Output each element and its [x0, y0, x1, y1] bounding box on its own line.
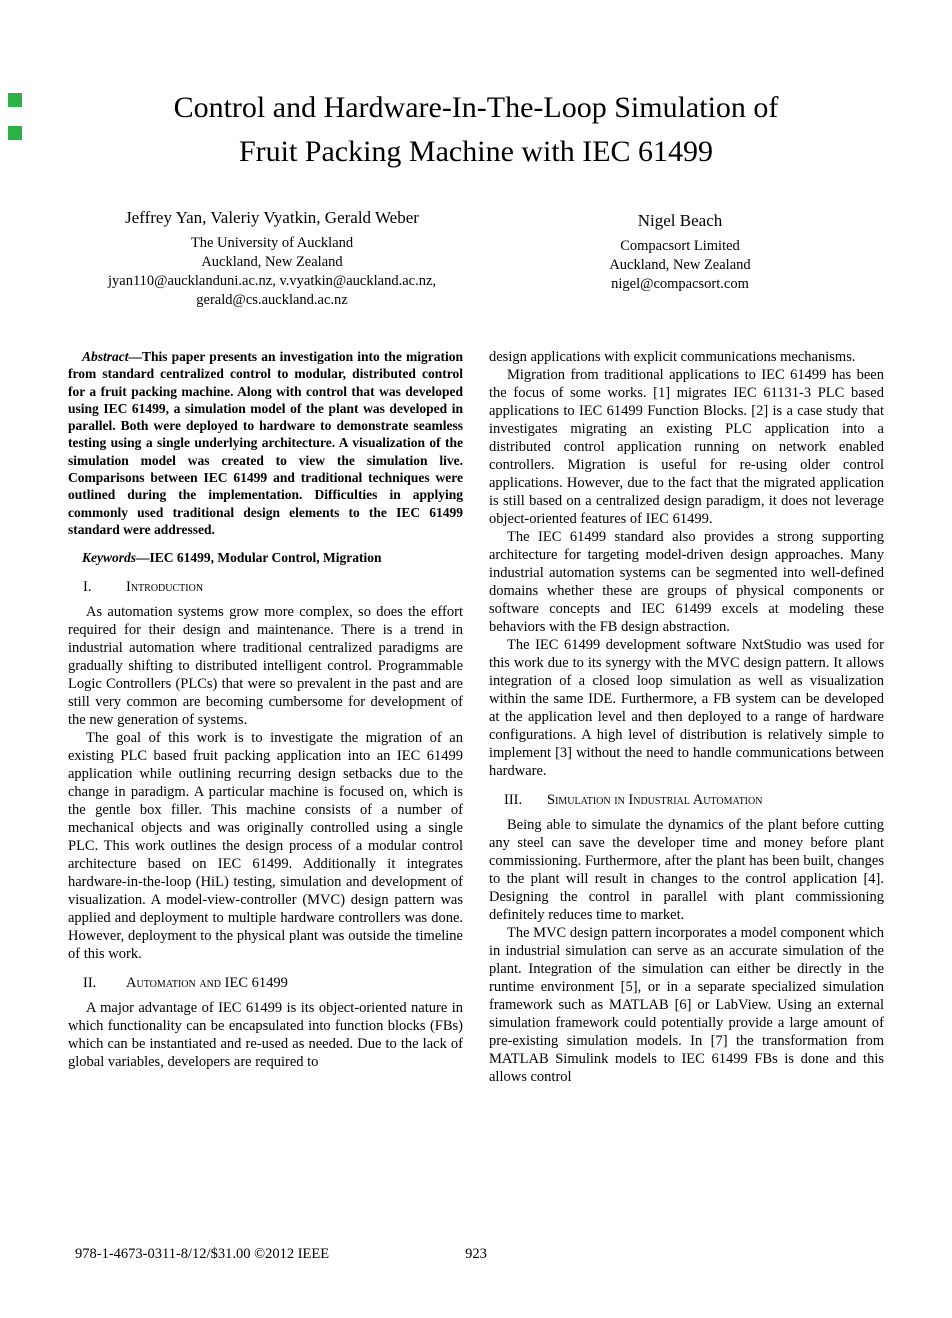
author-affiliation: Compacsort Limited [620, 238, 740, 254]
paragraph-automation-1: A major advantage of IEC 61499 is its object-oriented nature in which functionality can be encapsulated into function blocks (FBs) which can be instantiated and re-used as needed. Due to the lack of global variables, developers are required to [68, 999, 463, 1070]
author-location: Auckland, New Zealand [609, 257, 751, 273]
section-title: Simulation in Industrial Automation [547, 792, 763, 808]
keywords-label: Keywords— [82, 550, 150, 566]
author-location: Auckland, New Zealand [201, 254, 343, 270]
paper-title-line2: Fruit Packing Machine with IEC 61499 [238, 135, 714, 168]
section-heading-simulation [489, 791, 884, 809]
author-block-right [476, 211, 884, 310]
author-email: jyan110@aucklanduni.ac.nz, v.vyatkin@auckland.ac.nz, [108, 273, 436, 289]
paper-title-line1: Control and Hardware-In-The-Loop Simulation of [173, 91, 779, 124]
author-email: nigel@compacsort.com [611, 276, 749, 292]
paragraph-automation-3: The IEC 61499 standard also provides a strong supporting architecture for targeting model-driven design approaches. Many industrial automation systems can be segmented into well-defined domains whether these are groups of physical components or software concepts and IEC 61499 excels at modeling these behaviors with the FB design abstraction. [489, 529, 884, 635]
keywords-paragraph [68, 549, 463, 566]
author-block-left [68, 208, 476, 310]
section-number: III. [504, 792, 523, 808]
abstract-text: This paper presents an investigation into the migration from standard centralized control to modular, distributed control for a fruit packing machine. Along with control that was developed using IEC 61499, a simulation model of the plant was developed in parallel. Both were deployed to hardware to demonstrate seamless testing using a single underlying architecture. A visualization of the simulation model was created to view the simulation live. Comparisons between IEC 61499 and traditional techniques were outlined during the implementation. Difficulties in applying commonly used traditional design elements to the IEC 61499 standard were addressed. [68, 349, 463, 537]
page-footer [0, 1246, 952, 1266]
keywords-text: IEC 61499, Modular Control, Migration [149, 550, 382, 566]
paragraph-simulation-1: Being able to simulate the dynamics of the plant before cutting any steel can save the developer time and money before plant commissioning. Furthermore, after the plant has been built, changes to the plant will result in changes to the control application [4]. Designing the control in parallel with plant commissioning definitely reduces time to market. [489, 817, 884, 923]
paragraph-automation-1-continued: design applications with explicit communications mechanisms. [489, 349, 856, 365]
authors-row [68, 208, 884, 310]
author-names: Nigel Beach [637, 211, 723, 230]
paragraph-intro-1: As automation systems grow more complex, so does the effort required for their design and maintenance. There is a trend in industrial automation where traditional centralized paradigms are gradually shifting to distributed intelligent control. Programmable Logic Controllers (PLCs) that were so prevalent in the past and are still very common are becoming cumbersome for development of the new generation of systems. [68, 603, 463, 728]
section-heading-introduction [68, 578, 463, 596]
paragraph-automation-2: Migration from traditional applications to IEC 61499 has been the focus of some works. [1] migrates IEC 61131-3 PLC based applications to IEC 61499 Function Blocks. [2] is a case study that investigates migrating an existing PLC application into a distributed control application running on network enabled controllers. Migration is useful for re-using older control applications. However, due to the fact that the migrated application is still based on a centralized design paradigm, it does not leverage object-oriented features of IEC 61499. [489, 367, 884, 527]
abstract [68, 348, 463, 538]
paragraph-automation-4: The IEC 61499 development software NxtStudio was used for this work due to its synergy with the MVC design pattern. It allows integration of a closed loop simulation as well as visualization within the same IDE. Furthermore, a FB system can be developed at the application level and then deployed to a range of hardware configurations. A high level of distribution is relatively simple to implement [3] without the need to handle communications between hardware. [489, 637, 884, 779]
keywords [68, 549, 463, 566]
left-column [68, 348, 463, 1086]
green-corner-marker [8, 126, 22, 140]
section-heading-automation [68, 974, 463, 992]
body-columns [68, 348, 884, 1086]
abstract-label: Abstract— [82, 349, 143, 364]
right-column [489, 348, 884, 1086]
paragraph-simulation-2: The MVC design pattern incorporates a model component which in industrial simulation can serve as an accurate simulation of the plant. Integration of the simulation can either be directly in the runtime environment [5], or in a separate specialized simulation framework such as MATLAB [6] or LabView. Using an external simulation framework could potentially provide a large amount of pre-existing simulation models. In [7] the transformation from MATLAB Simulink models to IEC 61499 FBs is done and this allows control [489, 925, 884, 1085]
section-title: Automation and IEC 61499 [126, 974, 288, 991]
copyright-notice: 978-1-4673-0311-8/12/$31.00 ©2012 IEEE [75, 1246, 330, 1262]
section-number: I. [83, 578, 92, 595]
paper-title [70, 86, 882, 174]
author-names: Jeffrey Yan, Valeriy Vyatkin, Gerald Weber [125, 208, 419, 227]
green-corner-marker [8, 93, 22, 107]
section-title: Introduction [126, 578, 204, 595]
author-affiliation: The University of Auckland [190, 235, 354, 251]
author-email: gerald@cs.auckland.ac.nz [196, 292, 348, 308]
page-number: 923 [465, 1246, 487, 1262]
abstract-paragraph [68, 348, 463, 538]
paragraph-intro-2: The goal of this work is to investigate the migration of an existing PLC based fruit packing application into an IEC 61499 application while outlining recurring design setbacks due to the change in paradigm. A particular machine is focused on, which is the gentle box filler. This machine consists of a number of mechanical objects and was originally controlled using a single PLC. This work outlines the design process of a modular control architecture based on IEC 61499. Additionally it integrates hardware-in-the-loop (HiL) testing, simulation and development of visualization. A model-view-controller (MVC) design pattern was applied and deployment to multiple hardware controllers was done. However, deployment to the physical plant was outside the timeline of this work. [68, 729, 463, 962]
section-number: II. [83, 974, 97, 991]
